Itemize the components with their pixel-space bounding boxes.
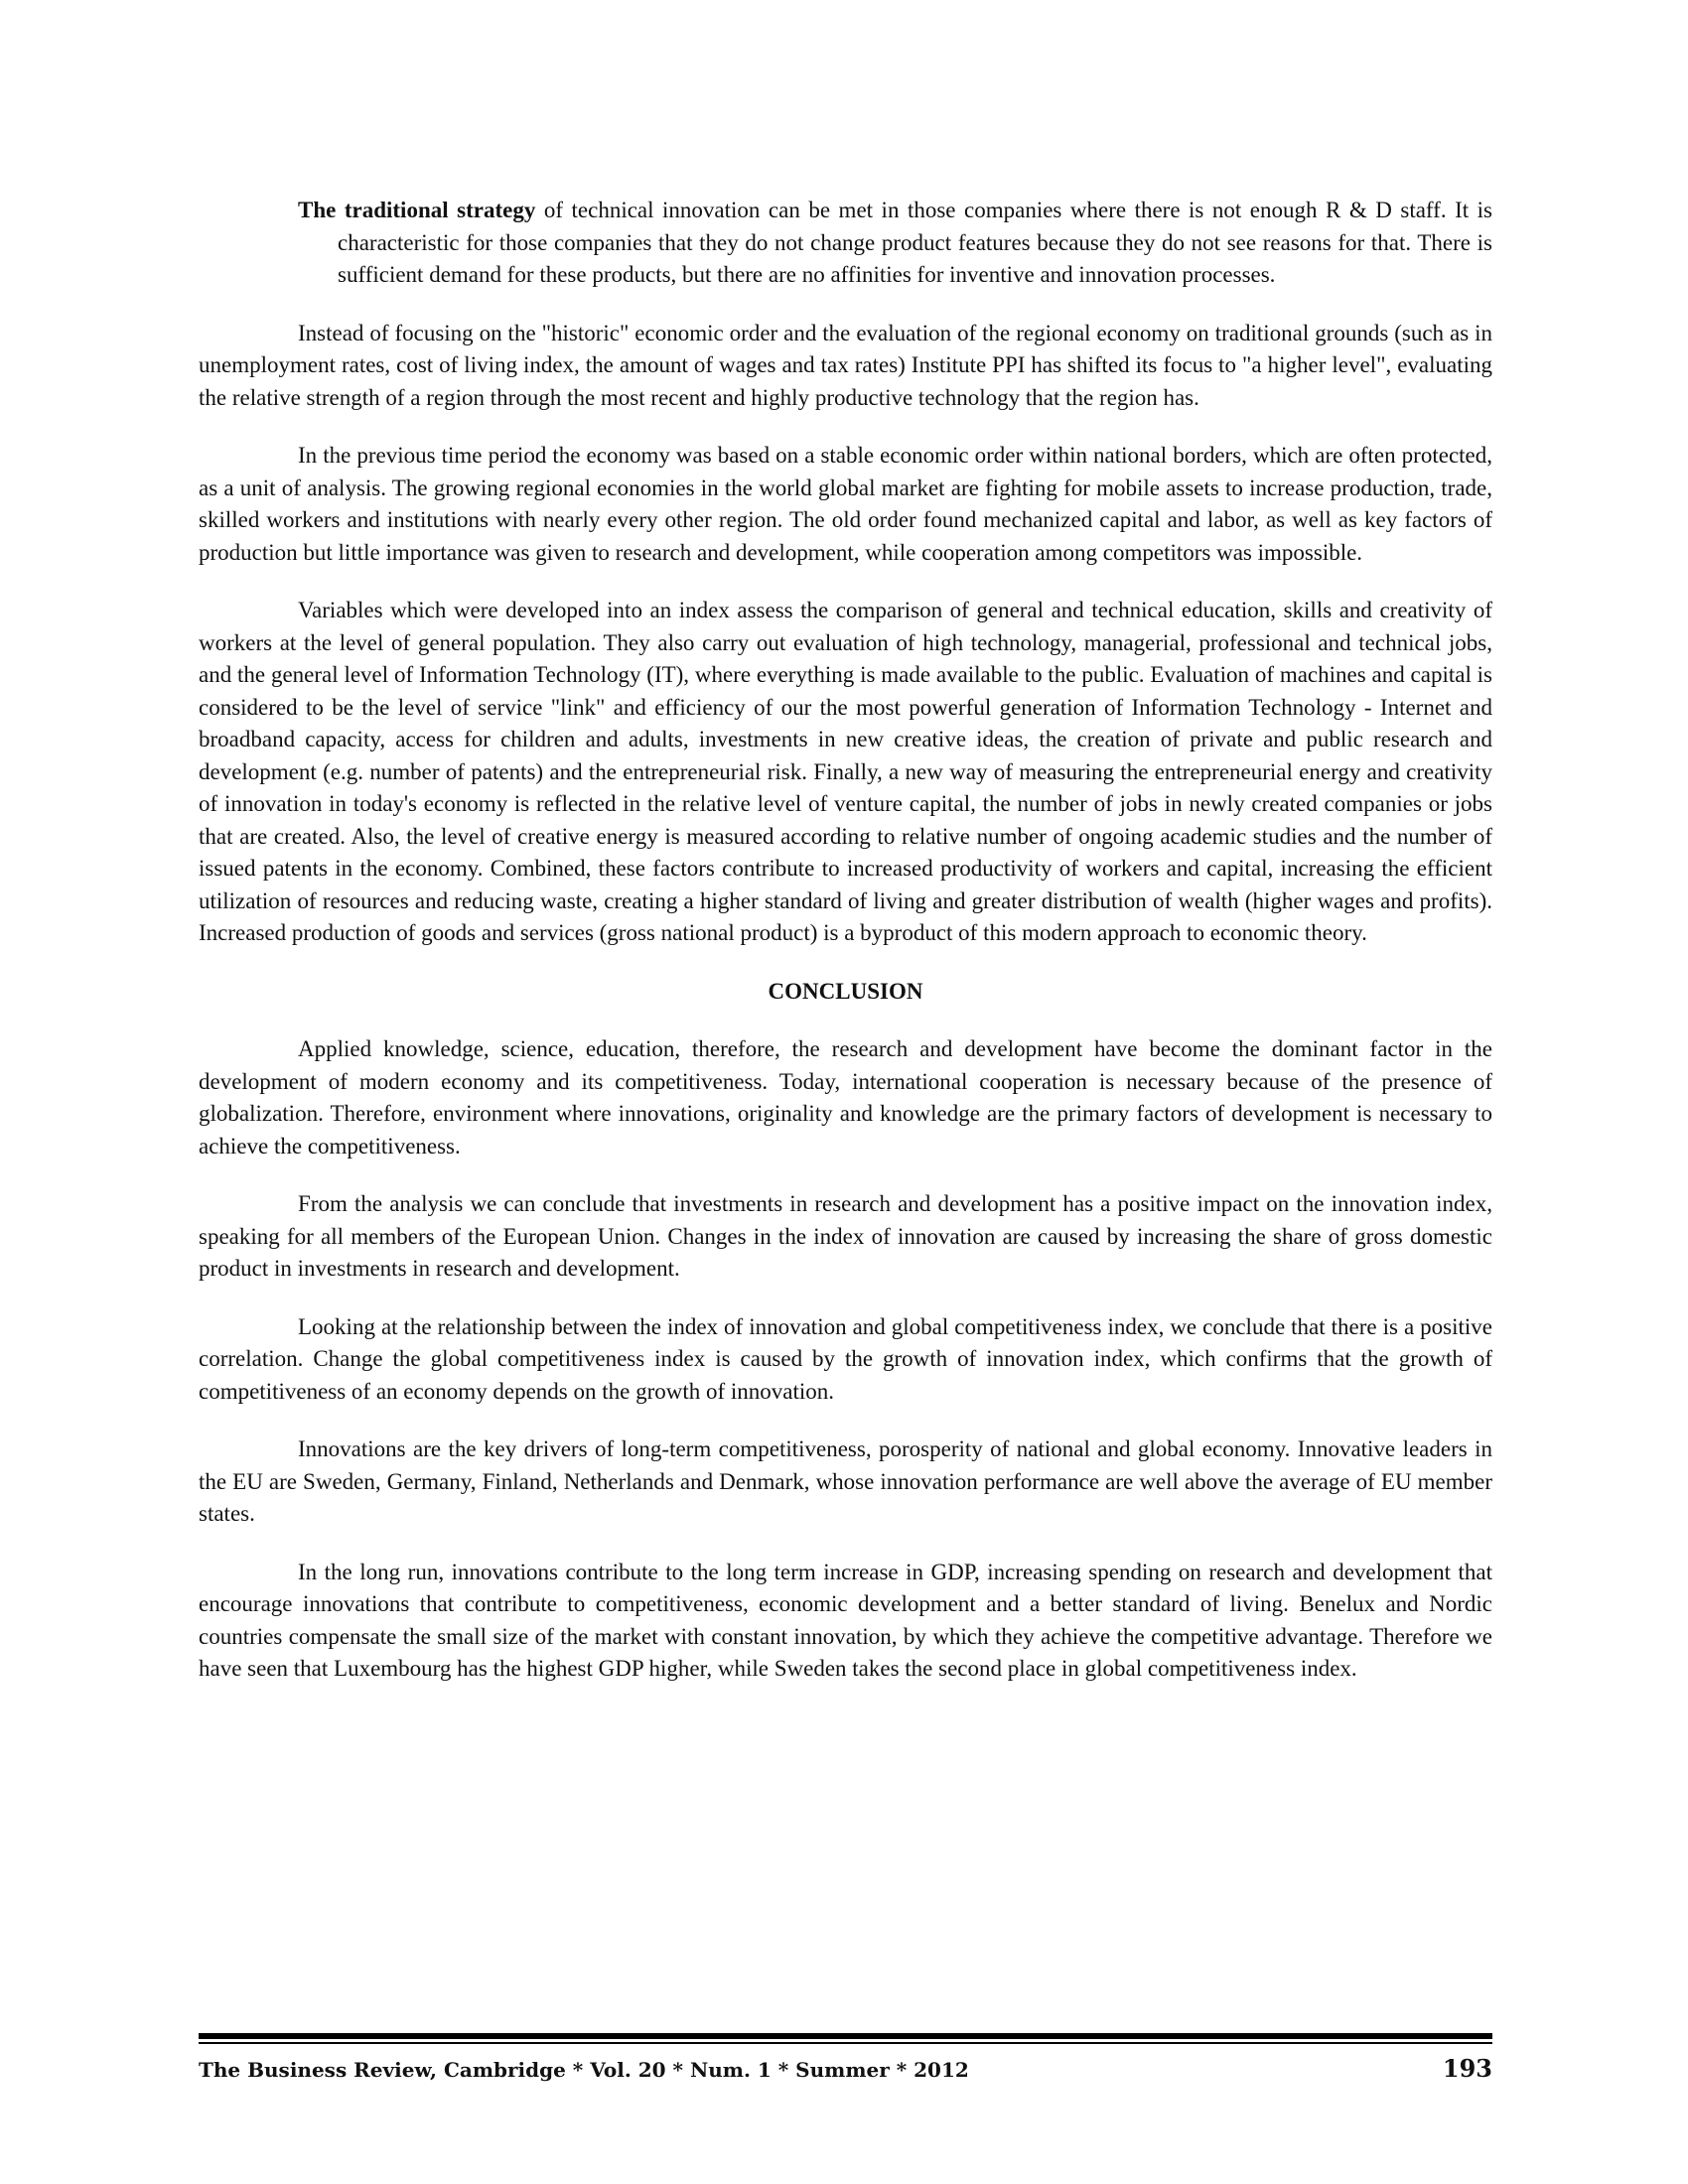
- body-paragraph-previous-period: In the previous time period the economy was based on a stable economic order within national borders, which are often protected, as a unit of analysis. The growing regional economies in the world global market are fighting for mobile assets to increase production, trade, skilled workers and institutions with nearly every other region. The old order found mechanized capital and labor, as well as key factors of production but little importance was given to research and development, while cooperation among competitors was impossible.: [199, 443, 1492, 565]
- traditional-strategy-text: of technical innovation can be met in those companies where there is not enough R & D staff. It is characteristic for those companies that they do not change product features because they do not see reasons for that. There is sufficient demand for these products, but there are no affinities for inventive and innovation processes.: [338, 198, 1492, 287]
- footer-rule-thick: [199, 2033, 1492, 2039]
- journal-citation: The Business Review, Cambridge * Vol. 20 * Num. 1 * Summer * 2012: [199, 2058, 969, 2082]
- conclusion-paragraph-key-drivers: Innovations are the key drivers of long-term competitiveness, porosperity of national and global economy. Innovative leaders in the EU are Sweden, Germany, Finland, Netherlands and Denmark, whose innovation performance are well above the average of EU member states.: [199, 1436, 1492, 1526]
- page-number: 193: [1442, 2054, 1492, 2083]
- page-content: [199, 195, 1492, 1711]
- conclusion-paragraph-analysis: From the analysis we can conclude that investments in research and development has a positive impact on the innovation index, speaking for all members of the European Union. Changes in the index of innovation are caused by increasing the share of gross domestic product in investments in research and development.: [199, 1191, 1492, 1281]
- traditional-strategy-paragraph: [298, 195, 1492, 292]
- body-paragraph-index-variables: Variables which were developed into an index assess the comparison of general and technical education, skills and creativity of workers at the level of general population. They also carry out evaluation of high technology, managerial, professional and technical jobs, and the general level of Information Technology (IT), where everything is made available to the public. Evaluation of machines and capital is considered to be the level of service "link" and efficiency of our the most powerful generation of Information Technology - Internet and broadband capacity, access for children and adults, investments in new creative ideas, the creation of private and public research and development (e.g. number of patents) and the entrepreneurial risk. Finally, a new way of measuring the entrepreneurial energy and creativity of innovation in today's economy is reflected in the relative level of venture capital, the number of jobs in newly created companies or jobs that are created. Also, the level of creative energy is measured according to relative number of ongoing academic studies and the number of issued patents in the economy. Combined, these factors contribute to increased productivity of workers and capital, increasing the efficient utilization of resources and reducing waste, creating a higher standard of living and greater distribution of wealth (higher wages and profits). Increased production of goods and services (gross national product) is a byproduct of this modern approach to economic theory.: [199, 598, 1492, 945]
- conclusion-paragraph-long-run: In the long run, innovations contribute to the long term increase in GDP, increasing spending on research and development that encourage innovations that contribute to competitiveness, economic development and a better standard of living. Benelux and Nordic countries compensate the small size of the market with constant innovation, by which they achieve the competitive advantage. Therefore we have seen that Luxembourg has the highest GDP higher, while Sweden takes the second place in global competitiveness index.: [199, 1559, 1492, 1681]
- page-footer: [199, 2033, 1492, 2083]
- conclusion-heading: CONCLUSION: [768, 978, 923, 1004]
- traditional-strategy-term: The traditional strategy: [298, 198, 536, 222]
- conclusion-paragraph-correlation: Looking at the relationship between the index of innovation and global competitiveness index, we conclude that there is a positive correlation. Change the global competitiveness index is caused by the growth of innovation index, which confirms that the growth of competitiveness of an economy depends on the growth of innovation.: [199, 1313, 1492, 1404]
- footer-rule-thin: [199, 2042, 1492, 2044]
- conclusion-paragraph-applied-knowledge: Applied knowledge, science, education, therefore, the research and development have become the dominant factor in the development of modern economy and its competitiveness. Today, international cooperation is necessary because of the presence of globalization. Therefore, environment where innovations, originality and knowledge are the primary factors of development is necessary to achieve the competitiveness.: [199, 1036, 1492, 1159]
- footer-row: [199, 2054, 1492, 2083]
- body-paragraph-ppi-focus: Instead of focusing on the "historic" economic order and the evaluation of the regional economy on traditional grounds (such as in unemployment rates, cost of living index, the amount of wages and tax rates) Institute PPI has shifted its focus to "a higher level", evaluating the relative strength of a region through the most recent and highly productive technology that the region has.: [199, 320, 1492, 410]
